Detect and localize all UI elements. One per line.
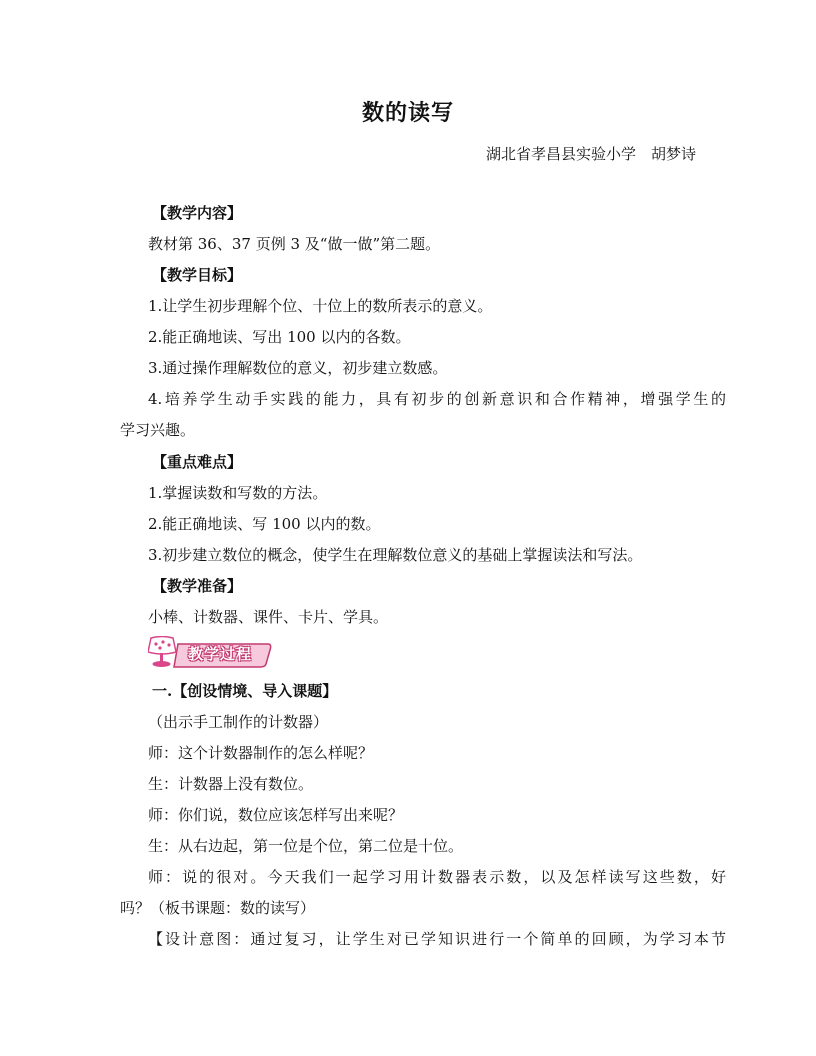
process-line-2: 师：这个计数器制作的怎么样呢？ [148,744,374,762]
document-title: 数的读写 [361,100,454,126]
heading-key-points: 【重点难点】 [152,453,243,471]
process-line-1: （出示手工制作的计数器） [148,713,329,731]
teaching-process-badge [148,636,272,670]
process-line-6-continued: 吗？（板书课题：数的读写） [120,899,316,917]
process-line-6: 师：说的很对。今天我们一起学习用计数器表示数，以及怎样读写这些数，好 [148,868,726,886]
goal-item-4: 4.培养学生动手实践的能力，具有初步的创新意识和合作精神，增强学生的 [148,390,726,408]
heading-teaching-content: 【教学内容】 [152,204,243,222]
goal-item-2: 2.能正确地读、写出 100 以内的各数。 [148,328,411,346]
process-line-3: 生：计数器上没有数位。 [148,775,314,793]
goal-item-3: 3.通过操作理解数位的意义，初步建立数感。 [148,359,448,377]
teaching-process-label: 教学过程 [188,645,253,663]
process-line-4: 师：你们说，数位应该怎样写出来呢？ [148,806,404,824]
heading-teaching-goals: 【教学目标】 [152,266,243,284]
step-1-heading: 一.【创设情境、导入课题】 [152,682,338,700]
teaching-content-text: 教材第 36、37 页例 3 及“做一做”第二题。 [148,235,441,253]
key-point-1: 1.掌握读数和写数的方法。 [148,484,328,502]
preparation-text: 小棒、计数器、课件、卡片、学具。 [148,608,389,626]
goal-item-4-continued: 学习兴趣。 [120,421,196,439]
design-intent-line: 【设计意图：通过复习，让学生对已学知识进行一个简单的回顾，为学习本节 [148,930,726,948]
key-point-2: 2.能正确地读、写 100 以内的数。 [148,515,381,533]
process-line-5: 生：从右边起，第一位是个位，第二位是十位。 [148,837,464,855]
goal-item-1: 1.让学生初步理解个位、十位上的数所表示的意义。 [148,297,493,315]
key-point-3: 3.初步建立数位的概念，使学生在理解数位意义的基础上掌握读法和写法。 [148,546,643,564]
author-line: 湖北省孝昌县实验小学 胡梦诗 [485,145,696,163]
heading-preparation: 【教学准备】 [152,577,243,595]
